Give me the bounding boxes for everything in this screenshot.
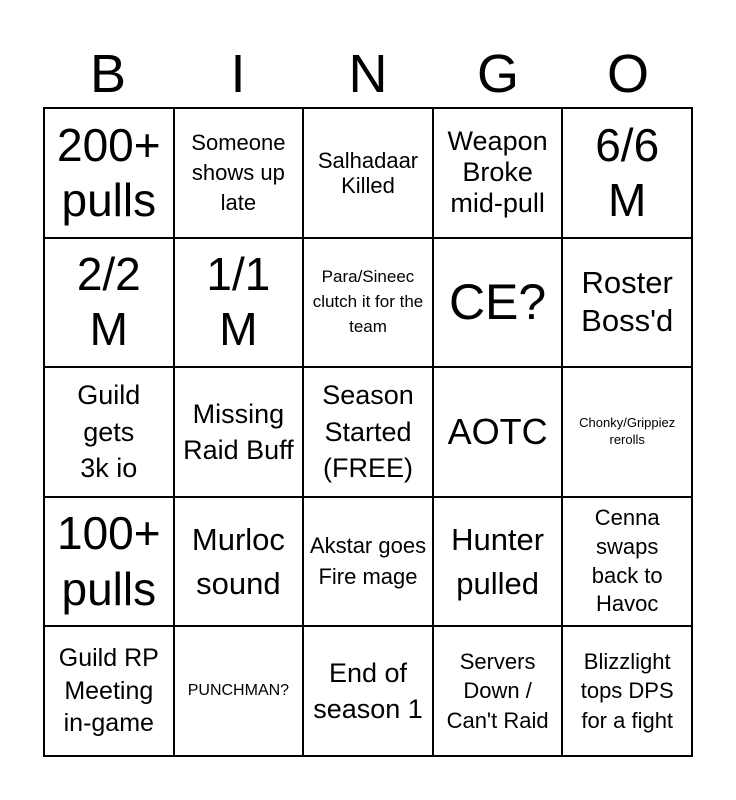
cell-text: Para/Sineec clutch it for the team [312, 267, 424, 336]
bingo-cell[interactable] [174, 367, 304, 497]
cell-text: Guild gets 3k io [77, 380, 141, 484]
bingo-cell[interactable] [562, 238, 692, 368]
cell-text: Hunter pulled [451, 522, 545, 601]
bingo-cell[interactable] [303, 238, 433, 368]
cell-text: Weapon Broke mid-pull [447, 126, 548, 219]
bingo-cell[interactable] [174, 238, 304, 368]
bingo-cell[interactable] [562, 108, 692, 238]
bingo-cell[interactable] [174, 626, 304, 756]
bingo-cell[interactable] [562, 626, 692, 756]
cell-text: Akstar goes Fire mage [309, 532, 427, 589]
bingo-cell[interactable] [433, 367, 563, 497]
cell-text: Servers Down / Can't Raid [446, 648, 549, 734]
bingo-board [43, 107, 693, 757]
cell-text: Season Started (FREE) [322, 380, 414, 484]
bingo-cell[interactable] [174, 108, 304, 238]
header-letter-b: B [89, 44, 127, 104]
bingo-cell[interactable] [44, 626, 174, 756]
cell-text: Roster Boss'd [581, 264, 674, 339]
cell-text: 100+ pulls [56, 507, 161, 615]
bingo-cell[interactable] [44, 108, 174, 238]
bingo-cell[interactable] [44, 238, 174, 368]
bingo-header [43, 40, 693, 108]
cell-text: 6/6 M [595, 118, 660, 226]
cell-text: Murloc sound [191, 522, 285, 601]
bingo-cell[interactable] [303, 626, 433, 756]
cell-text: Salhadaar Killed [317, 147, 419, 198]
header-letter-i: I [230, 44, 246, 104]
cell-text: Someone shows up late [191, 130, 286, 215]
cell-text: 1/1 M [206, 248, 271, 356]
bingo-cell[interactable] [303, 367, 433, 497]
cell-text: 2/2 M [76, 248, 141, 356]
bingo-cell[interactable] [44, 497, 174, 627]
cell-text: End of season 1 [313, 657, 423, 725]
cell-text: Missing Raid Buff [183, 398, 294, 465]
header-letter-g: G [476, 44, 519, 104]
bingo-cell[interactable] [303, 108, 433, 238]
bingo-cell[interactable] [433, 238, 563, 368]
bingo-cell[interactable] [433, 497, 563, 627]
bingo-cell[interactable] [433, 108, 563, 238]
cell-text: Blizzlight tops DPS for a fight [580, 648, 674, 734]
header-letter-n: N [348, 44, 388, 104]
cell-text: Chonky/Grippiez rerolls [579, 415, 676, 447]
bingo-cell[interactable] [44, 367, 174, 497]
cell-text: CE? [448, 274, 547, 331]
cell-text: Guild RP Meeting in-game [58, 644, 159, 738]
bingo-cell[interactable] [562, 497, 692, 627]
bingo-cell[interactable] [174, 497, 304, 627]
cell-text: AOTC [447, 411, 548, 453]
bingo-cell[interactable] [562, 367, 692, 497]
bingo-cell[interactable] [303, 497, 433, 627]
header-letter-o: O [606, 44, 649, 104]
cell-text: Cenna swaps back to Havoc [591, 505, 663, 617]
cell-text: PUNCHMAN? [187, 682, 290, 699]
cell-text: 200+ pulls [56, 118, 161, 226]
bingo-cell[interactable] [433, 626, 563, 756]
